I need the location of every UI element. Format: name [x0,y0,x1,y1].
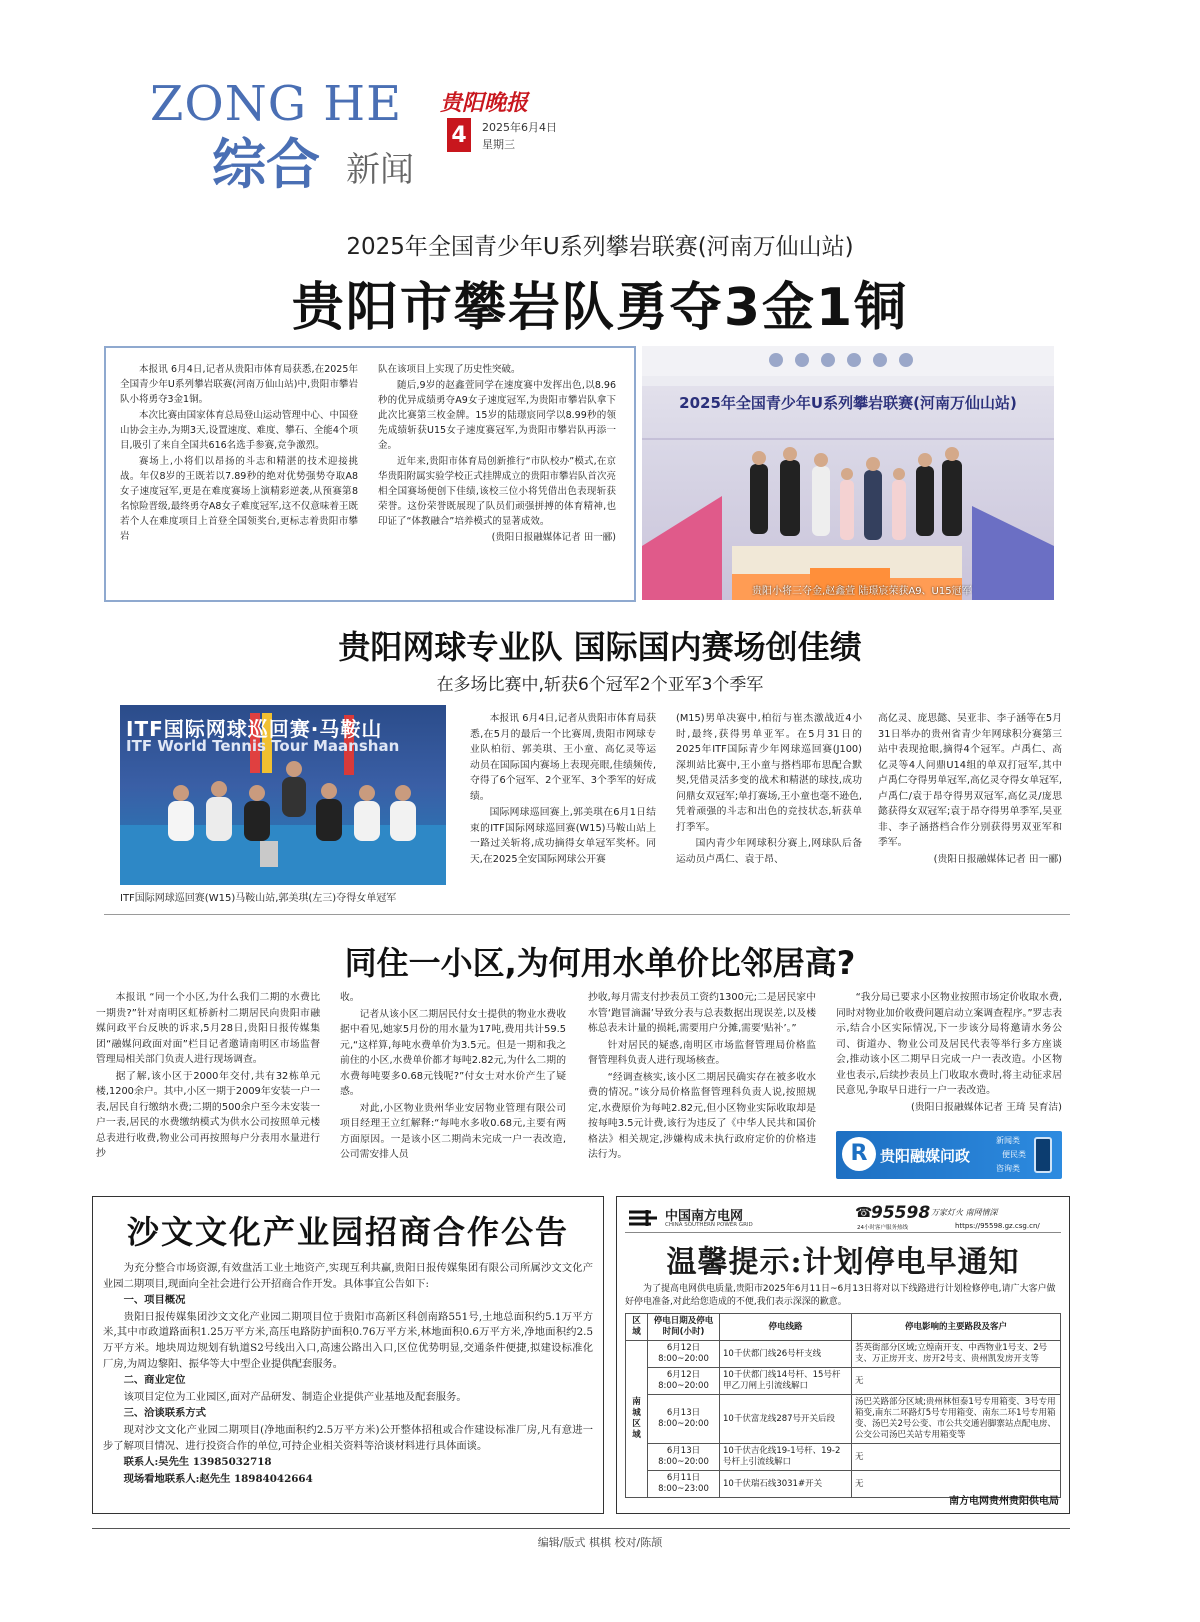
story1-photo [642,346,1054,600]
paper-name: 贵阳晚报 [440,90,529,116]
story3-column-3 [588,990,816,1164]
line-cell: 10千伏都门线26号杆支线 [720,1341,852,1368]
story1-text-box [104,346,636,602]
paragraph: 队在该项目上实现了历史性突破。 [378,364,521,375]
region-cell: 南城区域 [626,1341,648,1498]
investment-notice [92,1196,604,1514]
area-cell: 无 [852,1444,1061,1471]
story1-photo-banner: 2025年全国青少年U系列攀岩联赛(河南万仙山站) [679,394,1017,412]
footer-divider [92,1528,1070,1529]
hotline-sub: 24小时客户服务热线 [857,1225,908,1231]
story1-kicker: 2025年全国青少年U系列攀岩联赛(河南万仙山站) [346,234,854,260]
time-cell: 6月12日 8:00~20:00 [648,1341,720,1368]
story3-headline: 同住一小区,为何用水单价比邻居高? [344,944,856,982]
table-row [626,1444,1061,1471]
paragraph: 本报讯 6月4日,记者从贵阳市体育局获悉,在5月的最后一个比赛周,贵阳市网球专业队柏衍、郭美琪、王小童、高亿灵等运动员在国际国内赛场上表现亮眼,佳绩频传,夺得了6个冠军、2个亚军、3个季军的好成绩。 [470,713,656,802]
notice-title: 沙文文化产业园招商合作公告 [126,1213,569,1251]
paragraph: 近年来,贵阳市体育局创新推行“市队校办”模式,在京华贵阳附属实验学校正式挂牌成立的贵阳市攀岩队首次亮相全国赛场便创下佳绩,该校三位小将凭借出色表现斩获荣誉。这份荣誉既展现了队员们顽强拼搏的体育精神,也印证了“体教融合”培养模式的显著成效。 [378,456,616,527]
outage-intro: 为了提高电网供电质量,贵阳市2025年6月11日~6月13日将对以下线路进行计划检修停电,请广大客户做好停电准备,对此给您造成的不便,我们表示深深的歉意。 [625,1284,1056,1307]
paragraph: 针对居民的疑惑,南明区市场监督管理局价格监督管理科负责人进行现场核查。 [588,1039,816,1066]
paragraph: 高亿灵、庞思懿、吴亚非、李子涵等在5月31日举办的贵州省青少年网球积分赛第三站中表现抢眼,摘得4个冠军。卢禹仁、高亿灵等4人问鼎U14组的单双打冠军,其中卢禹仁夺得男单冠军,高亿灵夺得女单冠军,卢禹仁/袁于昂夺得男双冠军,高亿灵/庞思懿获得女双冠军;袁于昂夺得男单季军,吴亚非、李子涵搭档合作分别获得男双亚军和季军。 [878,713,1062,848]
line-cell: 10千伏都门线14号杆、15号杆甲乙刀闸上引流线解口 [720,1368,852,1395]
paragraph: 对此,小区物业贵州华业安居物业管理有限公司项目经理王立红解释:“每吨水多收0.68元,主要有两方面原因。一是该小区二期尚未完成一户一表改造,公司需安排人员 [340,1102,566,1160]
contact-line: 现场看地联系人:赵先生 18984042664 [123,1472,313,1485]
paragraph: 本次比赛由国家体育总局登山运动管理中心、中国登山协会主办,为期3天,设置速度、难度、攀石、全能4个项目,吸引了来自全国共616名选手参赛,竞争激烈。 [120,410,358,451]
paragraph: 本报讯 6月4日,记者从贵阳市体育局获悉,在2025年全国青少年U系列攀岩联赛(河南万仙山站)中,贵阳市攀岩队小将勇夺3金1铜。 [120,364,358,405]
line-cell: 10千伏瑞石线3031#开关 [720,1471,852,1498]
byline: (贵阳日报融媒体记者 王琦 吴育洁) [910,1101,1062,1113]
story2-subhead: 在多场比赛中,斩获6个冠军2个亚军3个季军 [436,675,764,695]
csg-logo-icon [627,1208,659,1228]
paragraph: 为充分整合市场资源,有效盘活工业土地资产,实现互利共赢,贵阳日报传媒集团有限公司所属沙文文化产业园二期项目,现面向全社会进行公开招商合作开发。具体事宜公告如下: [103,1262,593,1290]
story2-column-2 [676,711,862,868]
company-name-en: CHINA SOUTHERN POWER GRID [665,1222,753,1228]
hotline-slogan: 万家灯火 南网情深 [931,1208,998,1217]
area-cell: 荟英街部分区域;立煌南开支、中西物业1号支、2号支、万正房开支、房开2号支、贵州凯发房开支等 [852,1341,1061,1368]
masthead-news: 新闻 [346,150,414,190]
table-header: 停电日期及停电时间(小时) [648,1314,720,1341]
issue-date: 2025年6月4日 [482,121,557,134]
table-header: 停电线路 [720,1314,852,1341]
time-cell: 6月13日 8:00~20:00 [648,1395,720,1444]
byline: (贵阳日报融媒体记者 田一郦) [933,853,1062,865]
paragraph: 抄收,每月需支付抄表员工资约1300元;二是居民家中水管‘跑冒滴漏’导致分表与总表数据出现误差,以及楼栋总表未计量的损耗,需要用户分摊,需要‘贴补’。” [588,992,816,1034]
masthead-zong-he: ZONG HE [150,76,403,132]
story3-column-1 [96,990,320,1163]
paragraph: 国际网球巡回赛上,郭美琪在6月1日结束的ITF国际网球巡回赛(W15)马鞍山站上一路过关斩将,成功摘得女单冠军奖杯。同天,在2025全安国际网球公开赛 [470,807,656,865]
paragraph: 国内青少年网球积分赛上,网球队后备运动员卢禹仁、袁于昂、 [676,838,862,865]
phone-icon [1034,1137,1052,1173]
masthead [150,72,580,196]
outage-title: 温馨提示:计划停电早通知 [666,1245,1020,1280]
issue-weekday: 星期三 [482,138,515,151]
wenzheng-ad[interactable] [836,1131,1062,1179]
section-heading: 二、商业定位 [123,1374,186,1387]
hotline-icon: ☎ [855,1205,873,1221]
contact-line: 联系人:吴先生 13985032718 [123,1456,272,1469]
footer-credits: 编辑/版式 棋棋 校对/陈颉 [537,1536,663,1549]
area-cell: 无 [852,1471,1061,1498]
story2-photo-banner: ITF国际网球巡回赛·马鞍山 [126,717,383,741]
paragraph: 现对沙文文化产业园二期项目(净地面积约2.5万平方米)公开整体招租或合作建设标准厂房,凡有意进一步了解项目情况、进行投资合作的单位,可持企业相关资料等洽谈材料进行具体面谈。 [103,1423,593,1452]
byline: (贵阳日报融媒体记者 田一郦) [491,532,616,543]
outage-footer: 南方电网贵州贵阳供电局 [949,1496,1059,1507]
story2-photo [120,705,446,885]
story2-photo-caption: ITF国际网球巡回赛(W15)马鞍山站,郭美琪(左三)夺得女单冠军 [120,893,397,904]
story1-photo-caption: 贵阳小将三夺金,赵鑫萱 陆璟宸荣获A9、U15冠军 [752,586,972,597]
page-number: 4 [447,118,471,152]
table-row [626,1395,1061,1444]
time-cell: 6月11日 8:00~23:00 [648,1471,720,1498]
ad-logo-icon: R [842,1137,876,1171]
story3-column-2 [340,990,566,1164]
table-header: 区域 [626,1314,648,1341]
paragraph: 随后,9岁的赵鑫萱同学在速度赛中发挥出色,以8.96秒的优异成绩勇夺A9女子速度冠军,为贵阳市攀岩队拿下此次比赛第三枚金牌。15岁的陆璟宸同学以8.99秒的领先成绩斩获U15女子速度赛冠军,为贵阳市攀岩队再添一金。 [378,380,616,451]
notice-body [103,1261,593,1487]
table-header: 停电影响的主要路段及客户 [852,1314,1061,1341]
table-row [626,1368,1061,1395]
line-cell: 10千伏吉化线19-1号杆、19-2号杆上引流线解口 [720,1444,852,1471]
website: https://95598.gz.csg.cn/ [955,1222,1040,1230]
section-heading: 三、洽谈联系方式 [123,1407,206,1420]
story2-column-3 [878,711,1062,868]
paragraph: 据了解,该小区于2000年交付,共有32栋单元楼,1200余户。其中,小区一期于2009年安装一户一表,居民自行缴纳水费;二期的500余户至今未安装一户一表,居民的水费缴纳模式为供水公司按照单元楼总表进行收费,物业公司再按照每户分表用水量进行抄 [96,1070,320,1159]
area-cell: 汤巴关路部分区域;贵州林恒泰1号专用箱变、3号专用箱变,南东二环路灯5号专用箱变、南东二环1号专用箱变、汤巴关2号公变、市公共交通岩脚寨站点配电房、公交公司汤巴关站专用箱变等 [852,1395,1061,1444]
story1-column-1 [120,362,358,545]
company-name: 中国南方电网 [665,1209,744,1224]
story1-column-2 [378,362,616,546]
ad-tag: 咨询类 [996,1164,1020,1173]
paragraph: “经调查核实,该小区二期居民确实存在被多收水费的情况。”该分局价格监督管理科负责人说,按照规定,水费原价为每吨2.82元,但小区物业实际收取却是按每吨3.5元计费,该行为违反了《中华人民共和国价格法》相关规定,涉嫌构成未执行政府定价的价格违法行为。 [588,1071,816,1160]
ad-title: 贵阳融媒问政 [880,1147,971,1165]
table-header-row [626,1314,1061,1341]
paragraph: “我分局已要求小区物业按照市场定价收取水费,同时对物业加价收费问题启动立案调查程序。”罗志表示,结合小区实际情况,下一步该分局将邀请水务公司、街道办、物业公司及居民代表等举行多方座谈会,推动该小区二期早日完成一户一表改造。小区物业也表示,后续抄表员上门收取水费时,将主动征求居民意见,争取早日进行一户一表改造。 [836,992,1062,1096]
hotline-number: 95598 [871,1203,931,1223]
ad-tag: 新闻类 [996,1136,1020,1145]
paragraph: 本报讯 “同一个小区,为什么我们二期的水费比一期贵?”针对南明区虹桥新村二期居民向贵阳市融媒问政平台反映的诉求,5月28日,贵阳日报传媒集团“融媒问政面对面”栏目记者邀请南明区市场监督管理局相关部门负责人进行现场调查。 [96,992,320,1065]
paragraph: 收。 [340,992,360,1003]
story2-photo-banner-en: ITF World Tennis Tour Maanshan [126,737,400,755]
paragraph: 贵阳日报传媒集团沙文文化产业园二期项目位于贵阳市高新区科创南路551号,土地总面积约5.1万平方米,其中市政道路面积1.25万平方米,高压电路防护面积0.76万平方米,林地面积0.6万平方米,净地面积约2.5万平方米。地块周边规划有轨道S2号线出入口,高速公路出入口,区位优势明显,交通条件便捷,拟建设标准化厂房,为周边黎阳、振华等大中型企业提供配套服务。 [103,1310,593,1370]
paragraph: 记者从该小区二期居民付女士提供的物业水费收据中看见,她家5月份的用水量为17吨,费用共计59.5元,“这样算,每吨水费单价为3.5元。但是一期和我之前住的小区,水费单价都才每吨2.82元,为什么二期的水费每吨要多0.68元钱呢?”付女士对水价产生了疑惑。 [340,1008,566,1097]
masthead-section-title: 综合 [212,133,320,196]
power-outage-notice [616,1196,1070,1514]
divider [104,914,1070,915]
notice-header [625,1203,1061,1233]
story1-headline: 贵阳市攀岩队勇夺3金1铜 [291,278,909,338]
ad-tag: 便民类 [1002,1150,1026,1159]
paragraph: (M15)男单决赛中,柏衍与崔杰激战近4小时,最终,获得男单亚军。在5月31日的2025年ITF国际青少年网球巡回赛(J100)深圳站比赛中,王小童与搭档耶布思配合默契,凭借灵活多变的战术和精湛的球技,成功问鼎女双冠军;单打赛场,王小童也毫不逊色,凭着顽强的斗志和出色的竞技状态,斩获单打季军。 [676,713,862,833]
line-cell: 10千伏富龙线287号开关后段 [720,1395,852,1444]
story2-headline: 贵阳网球专业队 国际国内赛场创佳绩 [338,628,862,666]
paragraph: 该项目定位为工业园区,面对产品研发、制造企业提供产业基地及配套服务。 [123,1390,467,1403]
story3-column-4 [836,990,1062,1116]
table-row [626,1341,1061,1368]
story2-column-1 [470,711,656,868]
area-cell: 无 [852,1368,1061,1395]
time-cell: 6月13日 8:00~20:00 [648,1444,720,1471]
climbing-ceremony-image [642,346,1054,600]
time-cell: 6月12日 8:00~20:00 [648,1368,720,1395]
paragraph: 赛场上,小将们以昂扬的斗志和精湛的技术迎接挑战。年仅8岁的王既若以7.89秒的绝对优势强势夺取A8女子速度冠军,更是在难度赛场上演精彩逆袭,从预赛第8名惊险晋级,最终勇夺A8女子难度冠军,这不仅意味着王既若个人在难度项目上首登全国领奖台,更标志着贵阳市攀岩 [120,456,358,542]
outage-table [625,1313,1061,1498]
section-heading: 一、项目概况 [123,1294,186,1307]
